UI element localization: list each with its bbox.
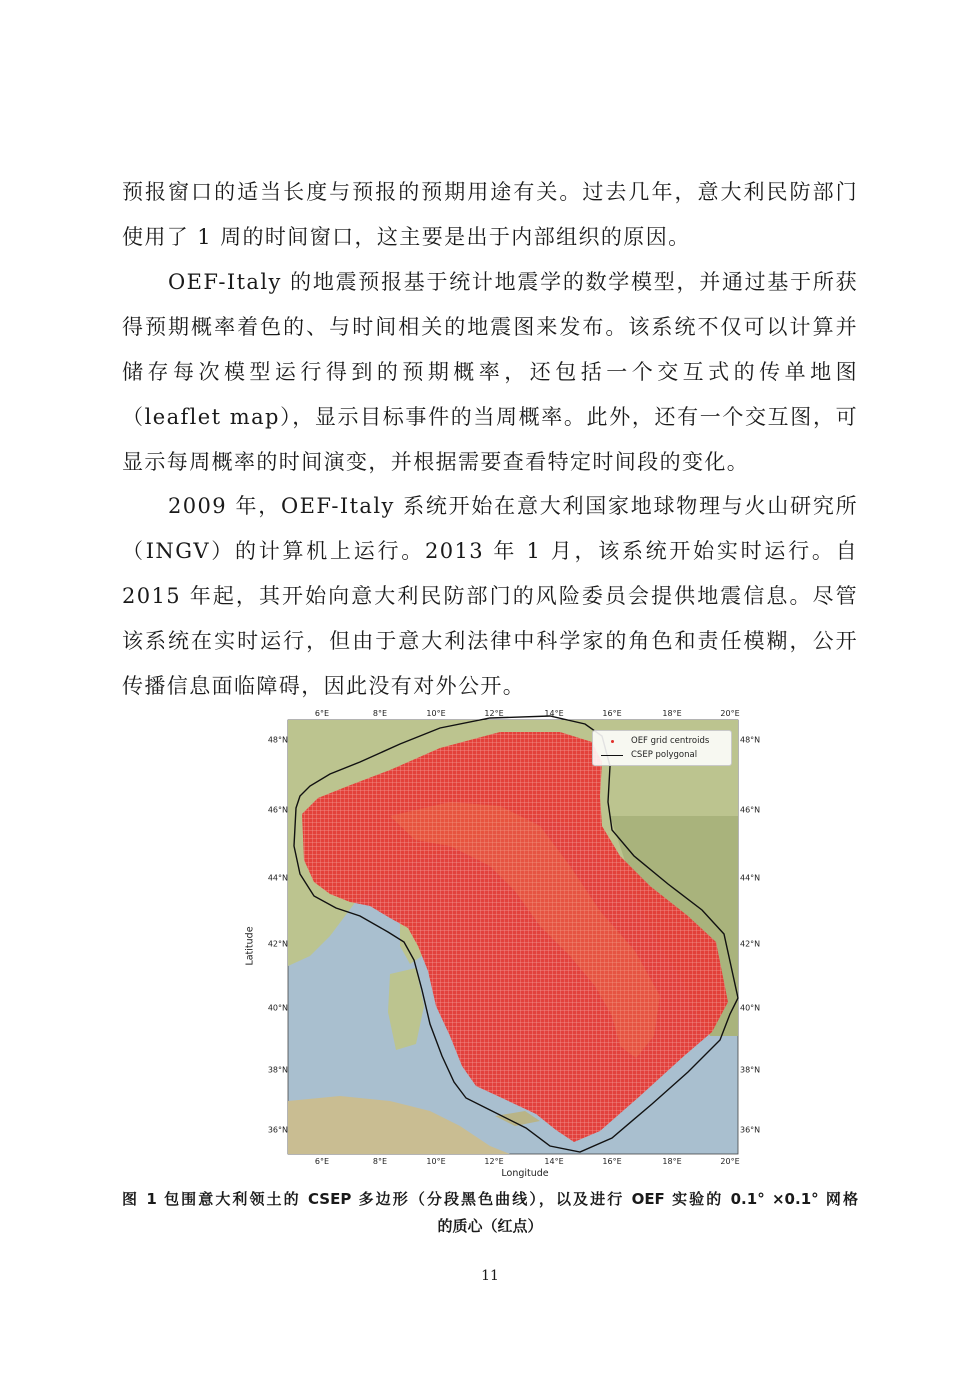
y-tick-left: 38°N — [267, 1065, 288, 1075]
figure-map — [240, 706, 760, 1186]
red-dot-icon — [599, 740, 625, 743]
x-tick-top: 14°E — [544, 709, 564, 718]
x-tick-bottom: 6°E — [314, 1157, 330, 1166]
x-tick-bottom: 20°E — [720, 1157, 740, 1166]
legend-item-polygon — [599, 749, 697, 761]
legend-item-centroids — [599, 735, 709, 747]
x-tick-bottom: 12°E — [484, 1157, 504, 1166]
caption-line-1: 图 1 包围意大利领土的 CSEP 多边形（分段黑色曲线），以及进行 OEF 实验的 0.1° ×0.1° 网格 — [122, 1190, 858, 1208]
y-tick-left: 40°N — [267, 1003, 288, 1013]
y-tick-left: 36°N — [267, 1125, 288, 1135]
x-tick-top: 16°E — [602, 709, 622, 718]
x-axis-label: Longitude — [501, 1168, 549, 1179]
x-tick-top: 10°E — [426, 709, 446, 718]
x-tick-top: 12°E — [484, 709, 504, 718]
legend-label: CSEP polygonal — [631, 750, 698, 760]
x-tick-top: 8°E — [372, 709, 388, 718]
x-tick-bottom: 10°E — [426, 1157, 446, 1166]
x-tick-top: 6°E — [314, 709, 330, 718]
y-tick-left: 46°N — [267, 805, 288, 815]
y-tick-left: 42°N — [267, 939, 288, 949]
page-number: 11 — [481, 1268, 499, 1284]
x-tick-bottom: 14°E — [544, 1157, 564, 1166]
paragraph-1: 预报窗口的适当长度与预报的预期用途有关。过去几年，意大利民防部门使用了 1 周的时间窗口，这主要是出于内部组织的原因。 — [122, 180, 858, 249]
y-tick-right: 42°N — [740, 939, 761, 949]
paragraph-2: OEF-Italy 的地震预报基于统计地震学的数学模型，并通过基于所获得预期概率着色的、与时间相关的地震图来发布。该系统不仅可以计算并储存每次模型运行得到的预期概率，还包括一个交互式的传单地图（leaflet map），显示目标事件的当周概率。此外，还有一个交互图，可显示每周概率的时间演变，并根据需要查看特定时间段的变化。 — [122, 270, 858, 474]
y-tick-right: 40°N — [740, 1003, 761, 1013]
y-tick-left: 44°N — [267, 873, 288, 883]
y-tick-right: 36°N — [740, 1125, 761, 1135]
y-tick-right: 38°N — [740, 1065, 761, 1075]
x-tick-bottom: 8°E — [372, 1157, 388, 1166]
figure-caption — [122, 1186, 858, 1240]
x-tick-top: 20°E — [720, 709, 740, 718]
map-legend — [592, 730, 732, 766]
y-tick-right: 44°N — [740, 873, 761, 883]
map-graphic — [240, 706, 760, 1186]
y-tick-left: 48°N — [267, 735, 288, 745]
legend-label: OEF grid centroids — [631, 736, 710, 746]
y-tick-right: 46°N — [740, 805, 761, 815]
x-tick-bottom: 18°E — [662, 1157, 682, 1166]
paragraph-3: 2009 年，OEF-Italy 系统开始在意大利国家地球物理与火山研究所（INGV）的计算机上运行。2013 年 1 月，该系统开始实时运行。自 2015 年起，其开始向意大利民防部门的风险委员会提供地震信息。尽管该系统在实时运行，但由于意大利法律中科学家的角色和责任模糊，公开传播信息面临障碍，因此没有对外公开。 — [122, 494, 858, 698]
line-icon — [599, 755, 625, 756]
caption-line-2: 的质心（红点） — [437, 1217, 543, 1235]
x-tick-bottom: 16°E — [602, 1157, 622, 1166]
x-tick-top: 18°E — [662, 709, 682, 718]
y-axis-label: Latitude — [244, 926, 256, 966]
y-tick-right: 48°N — [740, 735, 761, 745]
